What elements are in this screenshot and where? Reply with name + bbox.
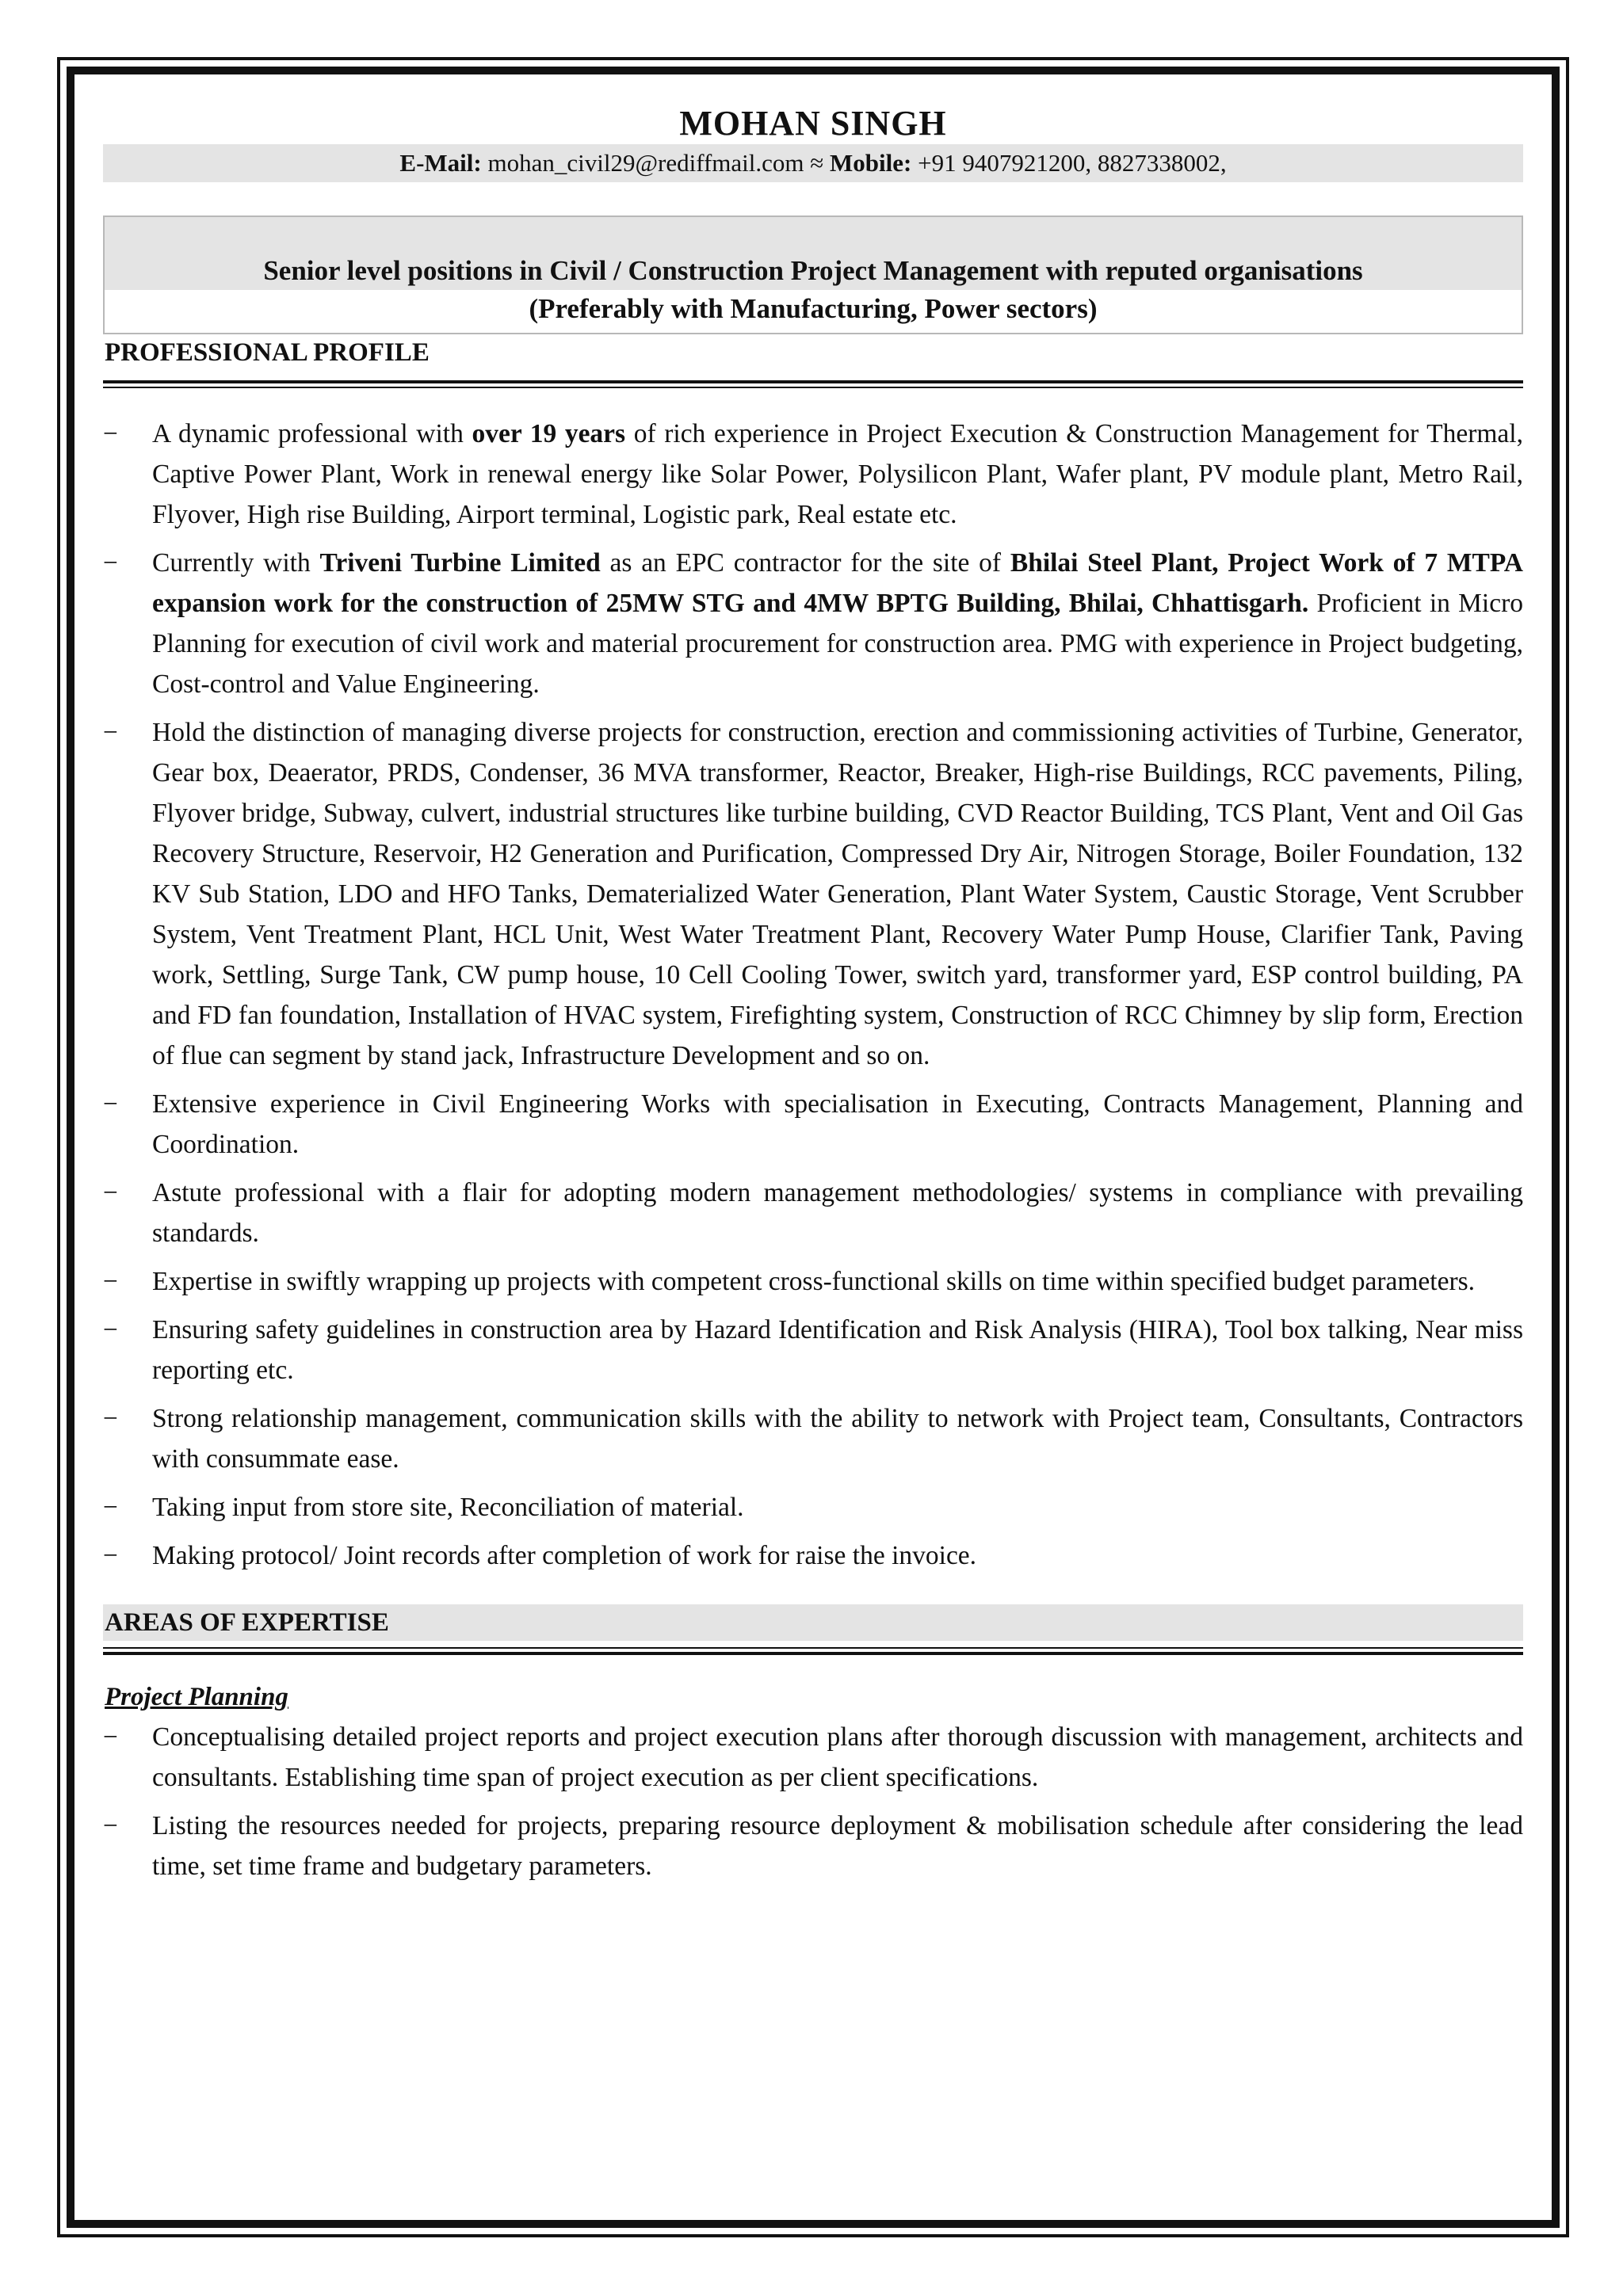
bullet-text: A dynamic professional with [152,419,472,448]
bullet-dash: − [103,1811,118,1840]
bullet-text: Strong relationship management, communication skills with the ability to network with Project team, Consultants, Contractors with consummate ease. [152,1404,1523,1474]
bullet-dash: − [103,1541,118,1570]
section-rule-thick [103,380,1523,383]
bullet-text: Taking input from store site, Reconciliation of material. [152,1493,744,1522]
list-item [103,1261,1523,1302]
mobile-label: Mobile: [830,149,912,177]
bullet-dash: − [103,1722,118,1752]
bullet-dash: − [103,548,118,578]
list-item [103,1084,1523,1165]
bullet-text: Listing the resources needed for projects, preparing resource deployment & mobilisation schedule after considering the lead time, set time frame and budgetary parameters. [152,1811,1523,1881]
bullet-text: Ensuring safety guidelines in construction area by Hazard Identification and Risk Analysis (HIRA), Tool box talking, Near miss reporting etc. [152,1315,1523,1385]
bullet-text: Conceptualising detailed project reports and project execution plans after thorough discussion with management, architects and consultants. Establishing time span of project execution as per client specifications. [152,1722,1523,1792]
list-item [103,543,1523,704]
bullet-text: Expertise in swiftly wrapping up projects with competent cross-functional skills on time within specified budget parameters. [152,1267,1476,1296]
bullet-dash: − [103,1178,118,1207]
objective-line-1: Senior level positions in Civil / Construction Project Management with reputed organisations [105,217,1522,290]
contact-separator: ≈ [810,149,824,177]
email-address[interactable]: mohan_civil29@rediffmail.com [487,149,804,177]
mobile-numbers: +91 9407921200, 8827338002, [918,149,1227,177]
bullet-text: Hold the distinction of managing diverse projects for construction, erection and commissioning activities of Turbine, Generator, Gear box, Deaerator, PRDS, Condenser, 36 MVA transformer, Reactor, Breaker, High-rise Buildings, RCC pavements, Piling, Flyover bridge, Subway, culvert, industrial structures like turbine building, CVD Reactor Building, TCS Plant, Vent and Oil Gas Recovery Structure, Reservoir, H2 Generation and Purification, Compressed Dry Air, Nitrogen Storage, Boiler Foundation, 132 KV Sub Station, LDO and HFO Tanks, Dematerialized Water Generation, Plant Water System, Caustic Storage, Vent Scrubber System, Vent Treatment Plant, HCL Unit, West Water Treatment Plant, Recovery Water Pump House, Clarifier Tank, Paving work, Settling, Surge Tank, CW pump house, 10 Cell Cooling Tower, switch yard, transformer yard, ESP control building, PA and FD fan foundation, Installation of HVAC system, Firefighting system, Construction of RCC Chimney by slip form, Erection of flue can segment by stand jack, Infrastructure Development and so on. [152,718,1523,1070]
candidate-name: MOHAN SINGH [679,104,947,143]
section-header-areas-of-expertise: AREAS OF EXPERTISE [103,1604,1523,1641]
expertise-bullet-list [103,1717,1523,1886]
objective-line-2: (Preferably with Manufacturing, Power sectors) [105,290,1522,333]
bullet-dash: − [103,1404,118,1433]
section-rule-thin [103,387,1523,388]
list-item [103,414,1523,535]
list-item [103,1717,1523,1798]
section-rule-thin [103,1647,1523,1649]
section-rule-thick [103,1652,1523,1655]
list-item [103,1398,1523,1479]
bullet-dash: − [103,1267,118,1296]
list-item [103,1806,1523,1886]
contact-bar [103,144,1523,182]
bullet-bold-text: Triveni Turbine Limited [319,548,601,578]
bullet-dash: − [103,419,118,448]
bullet-text: Making protocol/ Joint records after completion of work for raise the invoice. [152,1541,977,1570]
section-header-professional-profile: PROFESSIONAL PROFILE [105,338,430,367]
subheading-project-planning: Project Planning [105,1683,288,1711]
bullet-text: Astute professional with a flair for adopting modern management methodologies/ systems in compliance with prevailing standards. [152,1178,1523,1248]
list-item [103,1173,1523,1253]
bullet-text: of rich experience in Project Execution & Construction Management for Thermal, Captive Power Plant, Work in renewal energy like Solar Power, Polysilicon Plant, Wafer plant, PV module plant, Metro Rail, Flyover, High rise Building, Airport terminal, Logistic park, Real estate etc. [152,419,1523,529]
bullet-dash: − [103,1089,118,1119]
career-objective-box [103,215,1523,334]
bullet-dash: − [103,1315,118,1344]
profile-bullet-list [103,414,1523,1576]
list-item [103,1535,1523,1576]
bullet-bold-text: Bhilai Steel Plant, Project Work of 7 MTPA expansion work for the construction of 25MW STG and 4MW BPTG Building, Bhilai, Chhattisgarh. [152,548,1523,618]
list-item [103,1487,1523,1527]
list-item [103,712,1523,1076]
bullet-bold-text: over 19 years [472,419,626,448]
bullet-text: Proficient in Micro Planning for execution of civil work and material procurement for construction area. PMG with experience in Project budgeting, Cost-control and Value Engineering. [152,589,1524,699]
bullet-dash: − [103,718,118,747]
bullet-text: Currently with [152,548,320,578]
bullet-dash: − [103,1493,118,1522]
bullet-text: as an EPC contractor for the site of [600,548,1010,578]
email-label: E-Mail: [399,149,482,177]
list-item [103,1310,1523,1390]
resume-content [103,103,1523,1894]
bullet-text: Extensive experience in Civil Engineering Works with specialisation in Executing, Contracts Management, Planning and Coordination. [152,1089,1523,1159]
